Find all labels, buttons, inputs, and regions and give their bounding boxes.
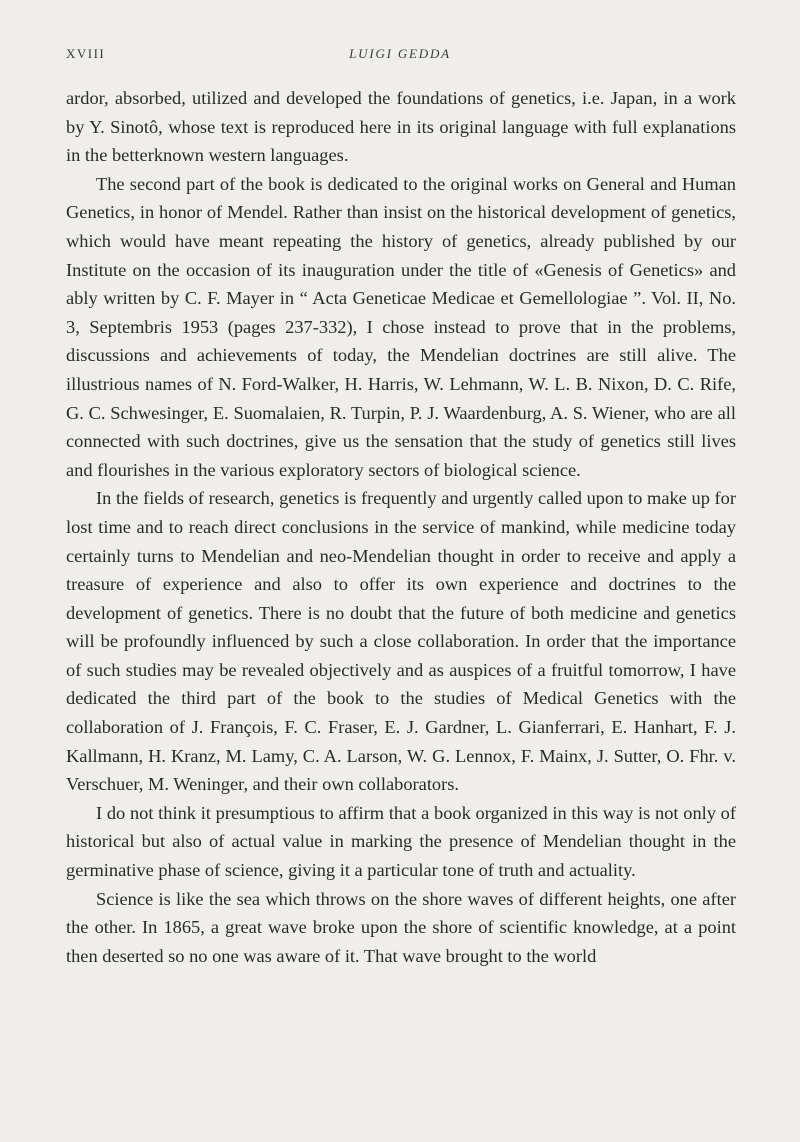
paragraph-historical-value: I do not think it presumptious to affirm that a book organized in this way is not only of historical but also of actual value in marking the presence of Mendelian thought in the germinative phase of science, giving it a particular tone of truth and actuality.: [66, 802, 736, 881]
paragraph-science-sea: Science is like the sea which throws on the shore waves of different heights, one after the other. In 1865, a great wave broke upon the shore of scientific knowledge, at a point then deserted so no one was aware of it. That wave brought to the world: [66, 888, 736, 966]
running-title: LUIGI GEDDA: [349, 46, 451, 61]
page-number: XVIII: [66, 46, 106, 61]
body-text: [66, 84, 736, 970]
paragraph-continued: ardor, absorbed, utilized and developed the foundations of genetics, i.e. Japan, in a work by Y. Sinotô, whose text is reproduced here in its original language with full explanations in the betterknown western languages.: [66, 88, 736, 166]
running-head: [66, 46, 734, 66]
paragraph-second-part: The second part of the book is dedicated to the original works on General and Human Genetics, in honor of Mendel. Rather than insist on the historical development of genetics, which would have meant repeating the history of genetics, already published by our Institute on the occasion of its inauguration under the title of «Genesis of Genetics» and ably written by C. F. Mayer in “ Acta Geneticae Medicae et Gemellologiae ”. Vol. II, No. 3, Septembris 1953 (pages 237-332), I chose instead to prove that in the problems, discussions and achievements of today, the Mendelian doctrines are still alive. The illustrious names of N. Ford-Walker, H. Harris, W. Lehmann, W. L. B. Nixon, D. C. Rife, G. C. Schwesinger, E. Suomalaien, R. Turpin, P. J. Waardenburg, A. S. Wiener, who are all connected with such doctrines, give us the sensation that the study of genetics still lives and flourishes in the various exploratory sectors of biological science.: [66, 173, 736, 480]
paragraph-medical-genetics: In the fields of research, genetics is frequently and urgently called upon to make up for lost time and to reach direct conclusions in the service of mankind, while medicine today certainly turns to Mendelian and neo-Mendelian thought in order to receive and apply a treasure of experience and also to offer its own experience and doctrines to the development of genetics. There is no doubt that the future of both medicine and genetics will be profoundly influenced by such a close collaboration. In order that the importance of such studies may be revealed objectively and as auspices of a fruitful tomorrow, I have dedicated the third part of the book to the studies of Medical Genetics with the collaboration of J. François, F. C. Fraser, E. J. Gardner, L. Gianferrari, E. Hanhart, F. J. Kallmann, H. Kranz, M. Lamy, C. A. Larson, W. G. Lennox, F. Mainx, J. Sutter, O. Fhr. v. Verschuer, M. Weninger, and their own collaborators.: [66, 488, 736, 795]
